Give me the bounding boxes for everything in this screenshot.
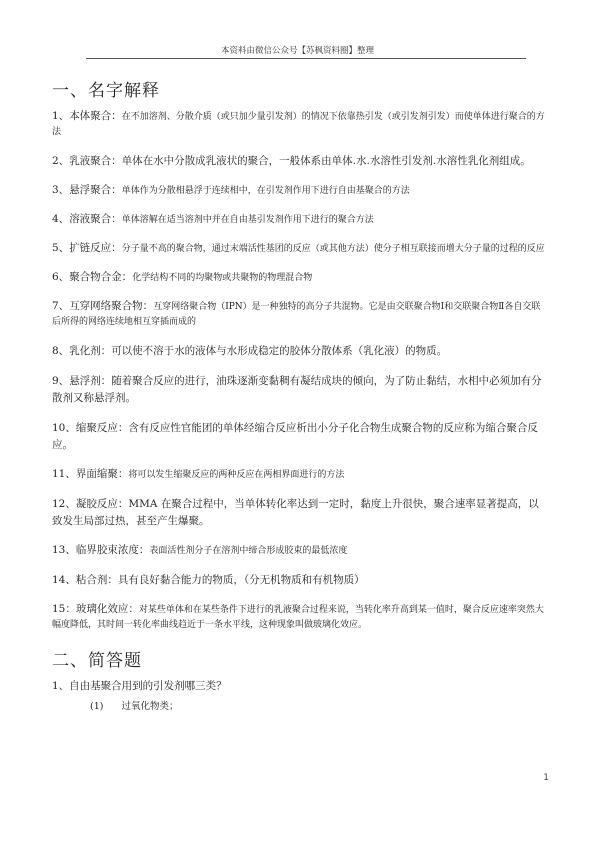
term-name: 溶液聚合：: [69, 213, 122, 225]
header-rule: [86, 58, 526, 59]
term-name: 乳液聚合：: [69, 155, 122, 167]
term-name: 悬浮聚合：: [69, 184, 122, 196]
term-name: 临界胶束浓度：: [75, 544, 150, 556]
term-item: [52, 241, 548, 257]
term-description: 具有良好黏合能力的物质，（分无机物质和有机物质）: [117, 574, 365, 586]
term-number: 4、: [52, 213, 70, 225]
term-description: 随着聚合反应的进行，油珠逐渐变黏稠有凝结成块的倾向，为了防止黏结，水相中必须加有分散剂又称悬浮剂。: [52, 375, 542, 404]
term-number: 3、: [52, 184, 70, 196]
term-name: 缩聚反应：: [75, 422, 129, 434]
term-description: 化学结构不同的均聚物或共聚物的物理混合物: [132, 273, 313, 283]
term-item: [52, 572, 548, 589]
subitem-text: 过氧化物类；: [121, 701, 179, 712]
term-item: [52, 467, 548, 483]
term-item: [52, 299, 548, 330]
term-name: 凝胶反应：: [75, 498, 129, 510]
term-item: [52, 420, 548, 454]
term-description: 可以使不溶于水的液体与水形成稳定的胶体分散体系（乳化液）的物质。: [111, 345, 448, 357]
term-name: 乳化剂：: [69, 345, 112, 357]
term-name: 粘合剂：: [75, 574, 118, 586]
answer-subitem: [90, 698, 548, 712]
term-name: 界面缩聚：: [75, 468, 129, 480]
term-number: 7、: [52, 300, 70, 312]
term-description: 单体作为分散相悬浮于连续相中，在引发剂作用下进行自由基聚合的方法: [121, 186, 410, 196]
term-name: 本体聚合：: [69, 110, 122, 122]
term-item: [52, 109, 548, 140]
term-number: 9、: [52, 375, 70, 387]
term-name: 互穿网络聚合物：: [69, 300, 154, 312]
term-item: [52, 543, 548, 559]
subitem-marker: (1): [90, 701, 104, 712]
term-description: 在不加溶剂、分散介质（或只加少量引发剂）的情况下依靠热引发（或引发剂引发）而使单体进行聚合的方法: [52, 112, 545, 137]
term-number: 5、: [52, 242, 70, 254]
term-description: 对某些单体和在某些条件下进行的乳液聚合过程来说，当转化率升高到某一值时，聚合反应速率突然大幅度降低，其时间一转化率曲线趋近于一条水平线，这种现象叫做玻璃化效应。: [52, 605, 544, 630]
term-description: 互穿网络聚合物（IPN）是一种独特的高分子共混物。它是由交联聚合物Ⅰ和交联聚合物Ⅱ各自交联后所得的网络连续地相互穿插而成的: [52, 302, 541, 327]
page-number: 1: [543, 773, 549, 783]
term-item: [52, 496, 548, 530]
question-item: 1、自由基聚合用到的引发剂哪三类？: [52, 680, 227, 692]
term-item: [52, 153, 548, 170]
term-number: 10、: [52, 422, 76, 434]
term-description: 单体溶解在适当溶剂中并在自由基引发剂作用下进行的聚合方法: [121, 215, 374, 225]
term-number: 8、: [52, 345, 70, 357]
term-number: 15：: [52, 603, 76, 615]
term-item: [52, 183, 548, 199]
term-number: 14、: [52, 574, 76, 586]
term-number: 13、: [52, 544, 76, 556]
section-title-terms: 一、名字解释: [52, 81, 160, 101]
section-title-short-answer: 二、简答题: [52, 651, 142, 671]
term-item: [52, 343, 548, 360]
term-description: 分子量不高的聚合物，通过末端活性基团的反应（或其他方法）使分子相互联接而增大分子量的过程的反应: [121, 244, 545, 254]
term-description: 将可以发生缩聚反应的两种反应在两相界面进行的方法: [128, 470, 345, 480]
term-name: 聚合物合金：: [69, 271, 133, 283]
document-body: [52, 72, 548, 712]
term-description: 含有反应性官能团的单体经缩合反应析出小分子化合物生成聚合物的反应称为缩合聚合反应。: [52, 422, 538, 451]
page-header: 本资料由微信公众号【苏枫资料圈】整理: [220, 46, 374, 56]
term-number: 6、: [52, 271, 70, 283]
term-name: 扩链反应：: [69, 242, 122, 254]
term-item: [52, 602, 548, 633]
term-description: MMA 在聚合过程中，当单体转化率达到一定时，黏度上升很快，聚合速率显著提高，以致发生局部过热，甚至产生爆聚。: [52, 498, 539, 527]
term-number: 12、: [52, 498, 76, 510]
term-item: [52, 373, 548, 407]
term-description: 单体在水中分散成乳液状的聚合，一般体系由单体.水.水溶性引发剂.水溶性乳化剂组成。: [121, 155, 531, 167]
term-number: 2、: [52, 155, 70, 167]
term-name: 玻璃化效应：: [75, 603, 139, 615]
term-item: [52, 212, 548, 228]
term-name: 悬浮剂：: [69, 375, 112, 387]
term-number: 11、: [52, 468, 76, 480]
term-item: [52, 270, 548, 286]
term-description: 表面活性剂分子在溶剂中缔合形成胶束的最低浓度: [149, 546, 348, 556]
term-number: 1、: [52, 110, 70, 122]
